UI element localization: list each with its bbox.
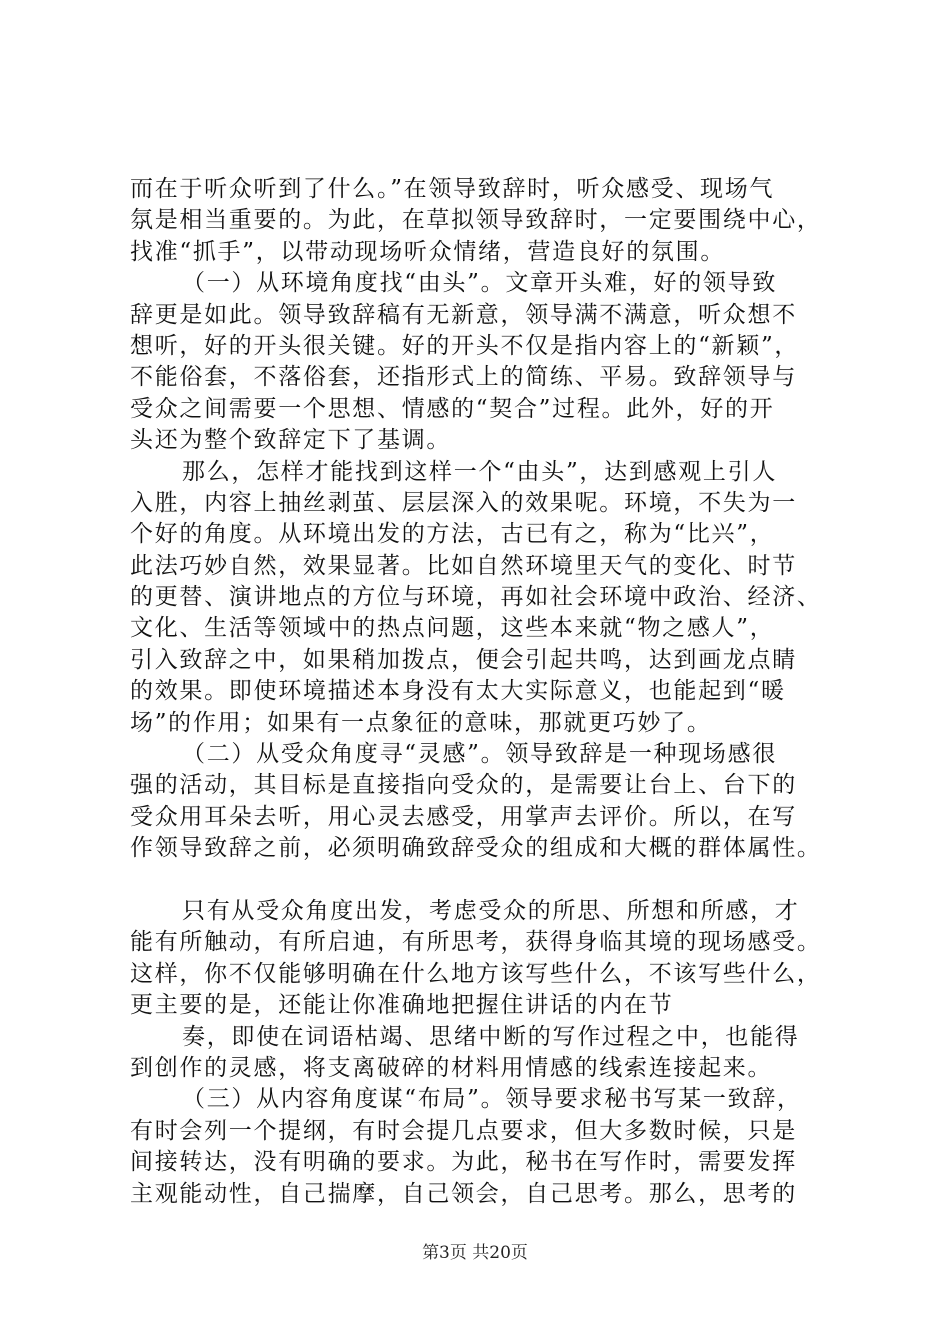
text-line: 头还为整个致辞定下了基调。: [130, 427, 452, 454]
text-line: 只有从受众角度出发，考虑受众的所思、所想和所感，才: [182, 897, 800, 924]
text-line: （二）从受众角度寻“灵感”。领导致辞是一种现场感很: [182, 741, 778, 768]
text-line: 能有所触动，有所启迪，有所思考，获得身临其境的现场感受。: [130, 929, 822, 956]
text-line: 到创作的灵感，将支离破碎的材料用情感的线索连接起来。: [130, 1054, 773, 1081]
text-line: 文化、生活等领域中的热点问题，这些本来就“物之感人”，: [130, 615, 775, 642]
text-line: 找准“抓手”，以带动现场听众情绪，营造良好的氛围。: [130, 238, 726, 265]
text-line: 主观能动性，自己揣摩，自己领会，自己思考。那么，思考的: [130, 1180, 797, 1207]
text-line: 想听，好的开头很关键。好的开头不仅是指内容上的“新颖”，: [130, 332, 800, 359]
text-line: 而在于听众听到了什么。”在领导致辞时，听众感受、现场气: [130, 176, 775, 202]
text-line: 不能俗套，不落俗套，还指形式上的简练、平易。致辞领导与: [130, 364, 797, 391]
text-line: 的更替、演讲地点的方位与环境，再如社会环境中政治、经济、: [130, 584, 822, 611]
text-line: 辞更是如此。领导致辞稿有无新意，领导满不满意，听众想不: [130, 301, 797, 328]
text-line: 场”的作用；如果有一点象征的意味，那就更巧妙了。: [130, 709, 712, 736]
text-line: 的效果。即使环境描述本身没有太大实际意义，也能起到“暖: [130, 678, 786, 705]
text-line: 奏，即使在词语枯竭、思绪中断的写作过程之中，也能得: [182, 1023, 800, 1050]
text-line: 氛是相当重要的。为此，在草拟领导致辞时，一定要围绕中心，: [130, 207, 822, 234]
text-line: 个好的角度。从环境出发的方法，古已有之，称为“比兴”，: [130, 521, 775, 548]
text-line: 间接转达，没有明确的要求。为此，秘书在写作时，需要发挥: [130, 1149, 797, 1176]
text-line: 此法巧妙自然，效果显著。比如自然环境里天气的变化、时节: [130, 552, 797, 579]
text-line: 强的活动，其目标是直接指向受众的，是需要让台上、台下的: [130, 772, 797, 799]
text-line: 受众用耳朵去听，用心灵去感受，用掌声去评价。所以，在写: [130, 803, 797, 830]
text-line: 有时会列一个提纲，有时会提几点要求，但大多数时候，只是: [130, 1117, 797, 1144]
document-body: [130, 174, 830, 1210]
text-line: 入胜，内容上抽丝剥茧、层层深入的效果呢。环境，不失为一: [130, 489, 797, 516]
text-line: 那么，怎样才能找到这样一个“由头”，达到感观上引人: [182, 458, 778, 485]
text-line: 更主要的是，还能让你准确地把握住讲话的内在节: [130, 992, 674, 1019]
text-line: 引入致辞之中，如果稍加拨点，便会引起共鸣，达到画龙点睛: [130, 646, 797, 673]
page-number-footer: 第3页 共20页: [422, 1243, 528, 1263]
blank-line: [130, 865, 830, 896]
text-line: 作领导致辞之前，必须明确致辞受众的组成和大概的群体属性。: [130, 835, 822, 862]
text-line: 受众之间需要一个思想、情感的“契合”过程。此外，好的开: [130, 395, 775, 422]
text-line: 这样，你不仅能够明确在什么地方该写些什么，不该写些什么，: [130, 960, 822, 987]
text-line: （三）从内容角度谋“布局”。领导要求秘书写某一致辞，: [182, 1086, 802, 1113]
text-line: （一）从环境角度找“由头”。文章开头难，好的领导致: [182, 270, 778, 297]
